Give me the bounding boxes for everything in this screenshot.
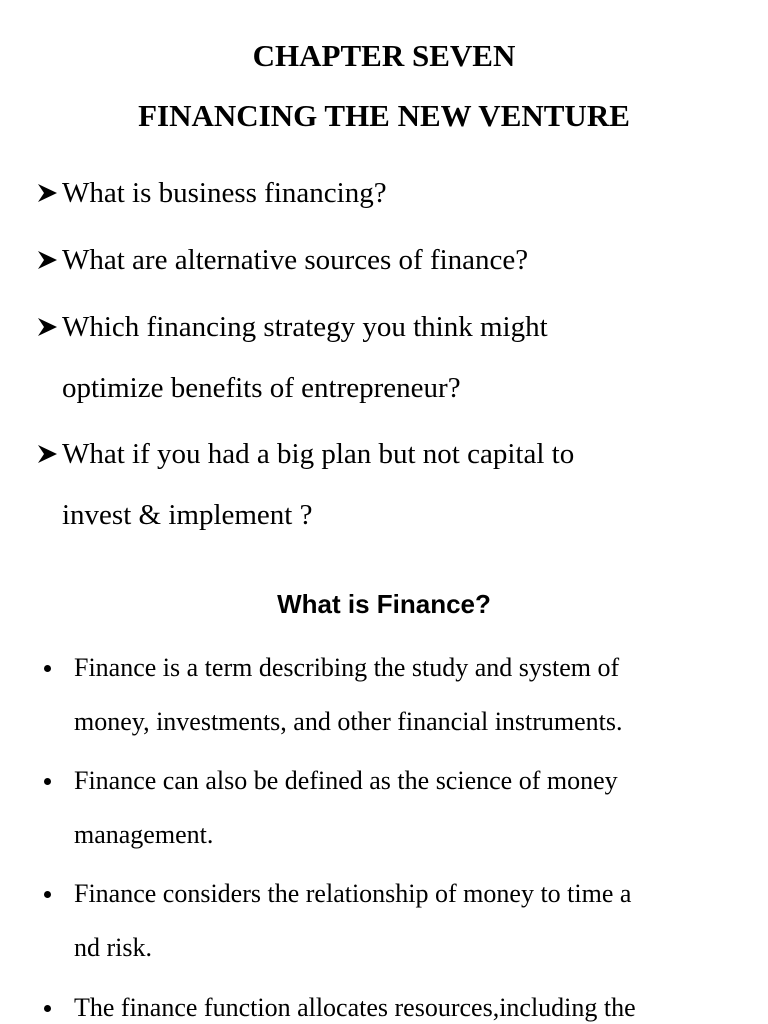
bullet-text: The finance function allocates resources,including the [74, 993, 636, 1022]
bullet-text-continued: management. [74, 820, 214, 849]
arrowhead-bullet-icon [36, 314, 62, 338]
question-item [36, 179, 387, 208]
bullet-text: Finance considers the relationship of money to time a [74, 879, 632, 908]
bullet-dot-icon [44, 778, 51, 785]
question-item [36, 440, 574, 469]
bullet-text: Finance can also be defined as the science of money [74, 766, 618, 795]
bullet-dot-icon [44, 1005, 51, 1012]
bullet-text-continued: money, investments, and other financial instruments. [74, 707, 623, 736]
chapter-subtitle: FINANCING THE NEW VENTURE [138, 98, 630, 133]
bullet-text: Finance is a term describing the study and system of [74, 653, 620, 682]
question-text: What if you had a big plan but not capital to [62, 438, 575, 470]
arrowhead-bullet-icon [36, 247, 62, 271]
bullet-dot-icon [44, 891, 51, 898]
question-item [36, 246, 528, 275]
bullet-text-continued: nd risk. [74, 933, 152, 962]
question-text-continued: invest & implement ? [62, 499, 313, 531]
bullet-dot-icon [44, 665, 51, 672]
arrowhead-bullet-icon [36, 441, 62, 465]
chapter-title: CHAPTER SEVEN [252, 38, 516, 73]
question-text: What is business financing? [62, 177, 387, 209]
arrowhead-bullet-icon [36, 180, 62, 204]
section-heading: What is Finance? [277, 589, 491, 619]
question-text: Which financing strategy you think might [62, 311, 548, 343]
question-text: What are alternative sources of finance? [62, 244, 529, 276]
question-item [36, 313, 548, 342]
question-text-continued: optimize benefits of entrepreneur? [62, 372, 461, 404]
